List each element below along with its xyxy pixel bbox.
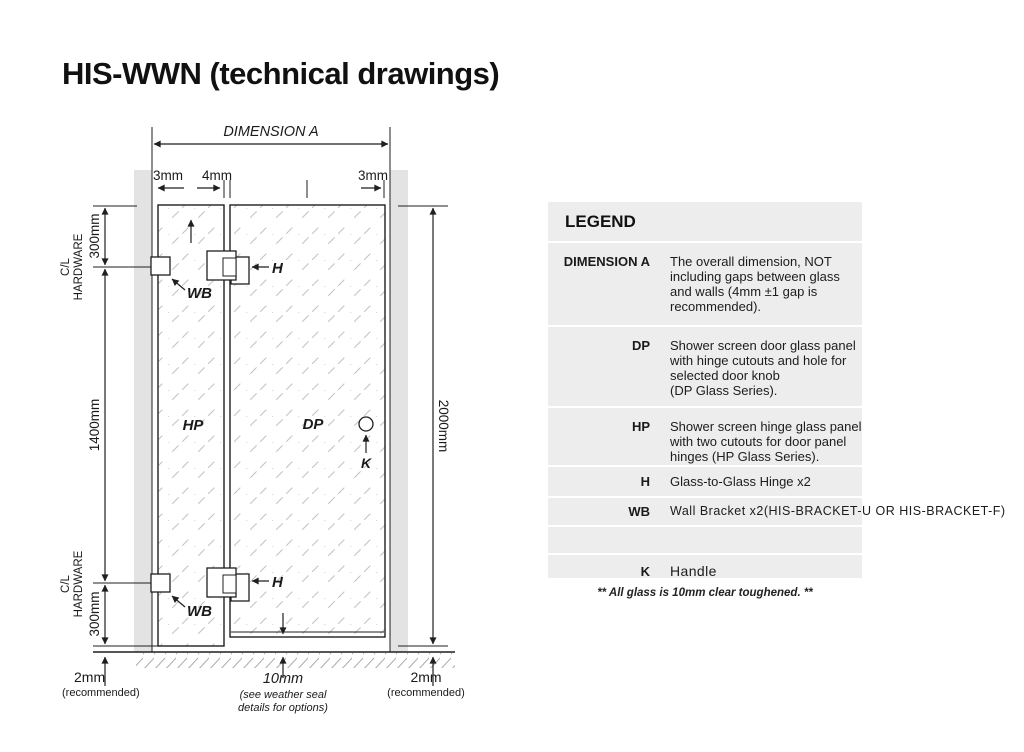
- legend-footnote: ** All glass is 10mm clear toughened. **: [597, 587, 813, 599]
- gap-2mm-right-label: 2mm: [410, 669, 442, 685]
- legend-desc-line: (DP Glass Series).: [670, 383, 778, 398]
- legend-desc-line: Handle: [670, 563, 717, 579]
- gap-3mm-right-label: 3mm: [358, 168, 388, 183]
- dim-a-label: DIMENSION A: [223, 124, 319, 140]
- legend-term: H: [640, 474, 650, 489]
- gap-2mm-left-label: 2mm: [74, 669, 106, 685]
- legend-desc: [670, 504, 1006, 525]
- legend-desc-line: hinges (HP Glass Series).: [670, 449, 820, 464]
- legend-desc-line: recommended).: [670, 299, 762, 314]
- hinge-top-notch: [223, 258, 236, 276]
- gap-4mm-label: 4mm: [202, 168, 232, 183]
- dim-300-bottom-label: 300mm: [87, 591, 102, 637]
- legend-term: DIMENSION A: [563, 254, 650, 269]
- cl-hardware-top-label: [60, 233, 85, 300]
- legend-term: DP: [631, 338, 650, 353]
- legend-desc-line: Glass-to-Glass Hinge x2: [670, 474, 811, 489]
- legend-desc-line: Shower screen door glass panel: [670, 338, 856, 353]
- gap-2mm-right-note: (recommended): [387, 687, 465, 699]
- legend-desc-line: and walls (4mm ±1 gap is: [670, 284, 818, 299]
- dim-300-top-label: 300mm: [87, 213, 102, 259]
- cl-bottom-line1: C/L: [60, 575, 72, 593]
- legend-desc-line: Shower screen hinge glass panel: [670, 419, 862, 434]
- legend-desc-line: selected door knob: [670, 368, 780, 383]
- legend-desc-line: with two cutouts for door panel: [670, 434, 847, 449]
- gap-2mm-left-note: (recommended): [62, 687, 140, 699]
- bracket-top-label: WB: [187, 285, 212, 302]
- dim-2000-label: 2000mm: [436, 399, 451, 453]
- legend-desc: [670, 474, 862, 496]
- legend-desc-line: with hinge cutouts and hole for: [670, 353, 847, 368]
- cl-top-line1: C/L: [60, 258, 72, 276]
- legend-row-wb: [548, 496, 1006, 525]
- legend-row-h: [548, 465, 862, 496]
- hp-label: HP: [182, 417, 204, 434]
- legend-row-spacer: [548, 525, 862, 553]
- cl-hardware-bottom-label: [60, 550, 85, 617]
- legend-row-k: [548, 553, 862, 586]
- floor-hatching: [136, 653, 455, 668]
- wall-bracket-bottom: [151, 574, 170, 592]
- legend-row-dp: [548, 325, 862, 406]
- legend-desc-line: The overall dimension, NOT: [670, 254, 832, 269]
- legend-panel: [548, 202, 1006, 579]
- legend-term: K: [640, 564, 650, 579]
- gap-10mm-label: 10mm: [262, 671, 304, 687]
- legend-desc-line: Wall Bracket x2(HIS-BRACKET-U OR HIS-BRACKET-F): [670, 504, 1006, 518]
- wall-bracket-top: [151, 257, 170, 275]
- legend-row-dimension-a: [548, 241, 862, 325]
- hinge-bottom-notch: [223, 575, 236, 593]
- legend-term: WB: [628, 504, 650, 519]
- hinge-bottom-label: H: [272, 574, 283, 591]
- gap-3mm-left-label: 3mm: [153, 168, 183, 183]
- hinge-top-label: H: [272, 260, 283, 277]
- dp-label: DP: [302, 416, 324, 433]
- legend-row-hp: [548, 406, 862, 465]
- legend-desc: [670, 419, 862, 465]
- page-title: HIS-WWN (technical drawings): [62, 56, 500, 91]
- legend-title: LEGEND: [565, 212, 636, 231]
- cl-top-line2: HARDWARE: [73, 233, 85, 301]
- dim-1400-label: 1400mm: [87, 398, 102, 452]
- right-wall: [390, 170, 408, 652]
- bracket-bottom-label: WB: [187, 603, 212, 620]
- cl-bottom-line2: HARDWARE: [73, 550, 85, 618]
- left-wall: [134, 170, 152, 652]
- gap-10mm-note-line2: details for options): [238, 702, 328, 714]
- legend-desc: [670, 338, 862, 406]
- legend-desc: [670, 254, 862, 325]
- legend-term: HP: [631, 419, 650, 434]
- door-knob: [359, 417, 373, 431]
- legend-desc: [670, 562, 862, 586]
- gap-10mm-note-line1: (see weather seal: [239, 689, 327, 701]
- legend-desc-line: including gaps between glass: [670, 269, 840, 284]
- knob-label: K: [360, 455, 372, 471]
